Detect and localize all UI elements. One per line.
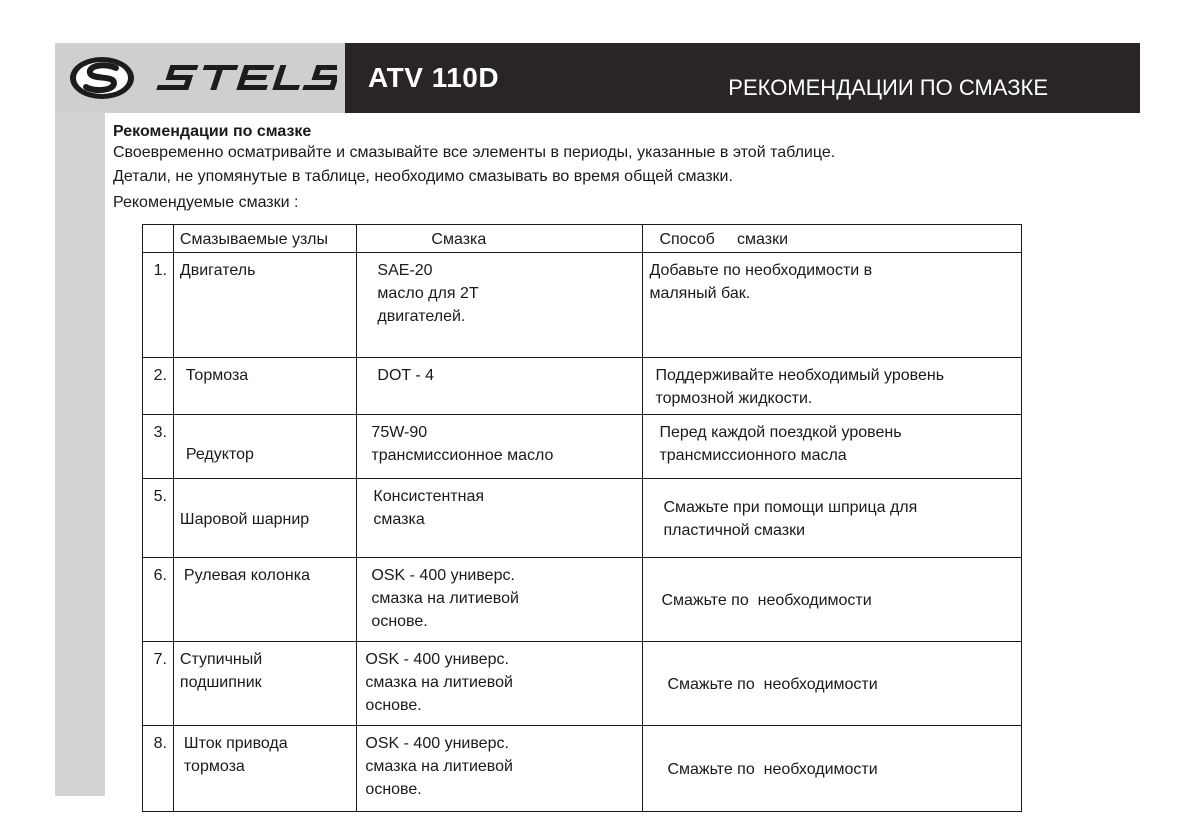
row-part-line: тормоза [183, 758, 245, 775]
row-lubricant-line: основе. [365, 781, 422, 798]
row-lubricant-line: Консистентная [373, 488, 485, 505]
row-number: 3. [143, 415, 174, 479]
row-number: 2. [143, 358, 174, 415]
row-method-line: Добавьте по необходимости в [649, 262, 873, 279]
row-lubricant-line: SAE-20 [377, 262, 433, 279]
row-lubricant-line: двигателей. [377, 308, 466, 325]
row-lubricant-line: смазка на литиевой [371, 590, 519, 607]
row-lubricant [357, 253, 643, 358]
header-num [143, 225, 174, 253]
row-part [173, 642, 357, 726]
row-lubricant [357, 642, 643, 726]
row-number: 8. [143, 726, 174, 812]
lubrication-table [142, 224, 1022, 812]
row-lubricant-line: 75W-90 [371, 424, 428, 441]
header-method: Способ смазки [643, 225, 1022, 253]
row-lubricant-line: основе. [365, 697, 422, 714]
row-part-line: Ступичный [179, 651, 263, 668]
row-lubricant-line: DOT - 4 [377, 367, 435, 384]
row-lubricant-line: смазка [373, 511, 425, 528]
table-caption: Рекомендуемые смазки : [113, 194, 299, 211]
doc-heading: Рекомендации по смазке [113, 123, 312, 140]
row-method-line: Смажьте при помощи шприца для [663, 499, 918, 516]
row-method [643, 558, 1022, 642]
row-method [643, 642, 1022, 726]
table-row [143, 642, 1022, 726]
table-row [143, 358, 1022, 415]
row-part-line: Рулевая колонка [183, 567, 311, 584]
row-part-line: Шток привода [183, 735, 288, 752]
row-lubricant-line: трансмиссионное масло [371, 447, 554, 464]
row-method-line: тормозной жидкости. [655, 390, 813, 407]
row-method [643, 479, 1022, 558]
row-part [173, 358, 357, 415]
intro-line-1: Своевременно осматривайте и смазывайте все элементы в периоды, указанные в этой таблице. [113, 144, 836, 161]
row-method-line: Поддерживайте необходимый уровень [655, 367, 945, 384]
row-part [173, 726, 357, 812]
row-method-line: Смажьте по необходимости [667, 761, 878, 778]
row-method-line: Смажьте по необходимости [661, 592, 872, 609]
table-body [143, 253, 1022, 812]
table-row [143, 479, 1022, 558]
table-row [143, 726, 1022, 812]
row-number: 6. [143, 558, 174, 642]
row-method [643, 253, 1022, 358]
row-part-line: Двигатель [179, 262, 256, 279]
row-lubricant-line: OSK - 400 универс. [365, 735, 509, 752]
row-method-line: трансмиссионного масла [659, 447, 847, 464]
row-method-line: Перед каждой поездкой уровень [659, 424, 902, 441]
row-method [643, 358, 1022, 415]
row-lubricant [357, 726, 643, 812]
row-part-line: Тормоза [185, 367, 249, 384]
brand-logo [55, 43, 345, 113]
row-lubricant [357, 358, 643, 415]
row-part-line: Шаровой шарнир [179, 510, 310, 528]
row-method-line: маляный бак. [649, 285, 751, 302]
model-title: ATV 110D [368, 62, 500, 93]
row-number: 7. [143, 642, 174, 726]
table-row [143, 253, 1022, 358]
row-part [173, 415, 357, 479]
header-lubricant: Смазка [357, 225, 643, 253]
header-part: Смазываемые узлы [173, 225, 357, 253]
row-lubricant-line: масло для 2T [377, 285, 479, 302]
row-method-line: пластичной смазки [663, 522, 806, 539]
row-method [643, 726, 1022, 812]
stels-wordmark-logo [147, 57, 337, 99]
row-part-line: подшипник [179, 674, 262, 691]
intro-line-2: Детали, не упомянутые в таблице, необходимо смазывать во время общей смазки. [113, 168, 733, 185]
page-header [55, 43, 1140, 113]
left-margin-bar [55, 113, 105, 796]
section-title: РЕКОМЕНДАЦИИ ПО СМАЗКЕ [728, 75, 1048, 100]
row-lubricant-line: смазка на литиевой [365, 674, 513, 691]
row-method-line: Смажьте по необходимости [667, 676, 878, 693]
table-row [143, 558, 1022, 642]
table-header-row [143, 225, 1022, 253]
row-lubricant [357, 415, 643, 479]
row-number: 1. [143, 253, 174, 358]
row-lubricant [357, 558, 643, 642]
row-lubricant [357, 479, 643, 558]
row-method [643, 415, 1022, 479]
row-lubricant-line: смазка на литиевой [365, 758, 513, 775]
row-part [173, 479, 357, 558]
row-number: 5. [143, 479, 174, 558]
row-part [173, 558, 357, 642]
intro-block [113, 122, 1133, 214]
stels-badge-icon [68, 55, 136, 101]
row-lubricant-line: основе. [371, 613, 428, 630]
table-row [143, 415, 1022, 479]
row-part-line: Редуктор [185, 446, 254, 463]
row-part [173, 253, 357, 358]
row-lubricant-line: OSK - 400 универс. [365, 651, 509, 668]
row-lubricant-line: OSK - 400 универс. [371, 567, 515, 584]
